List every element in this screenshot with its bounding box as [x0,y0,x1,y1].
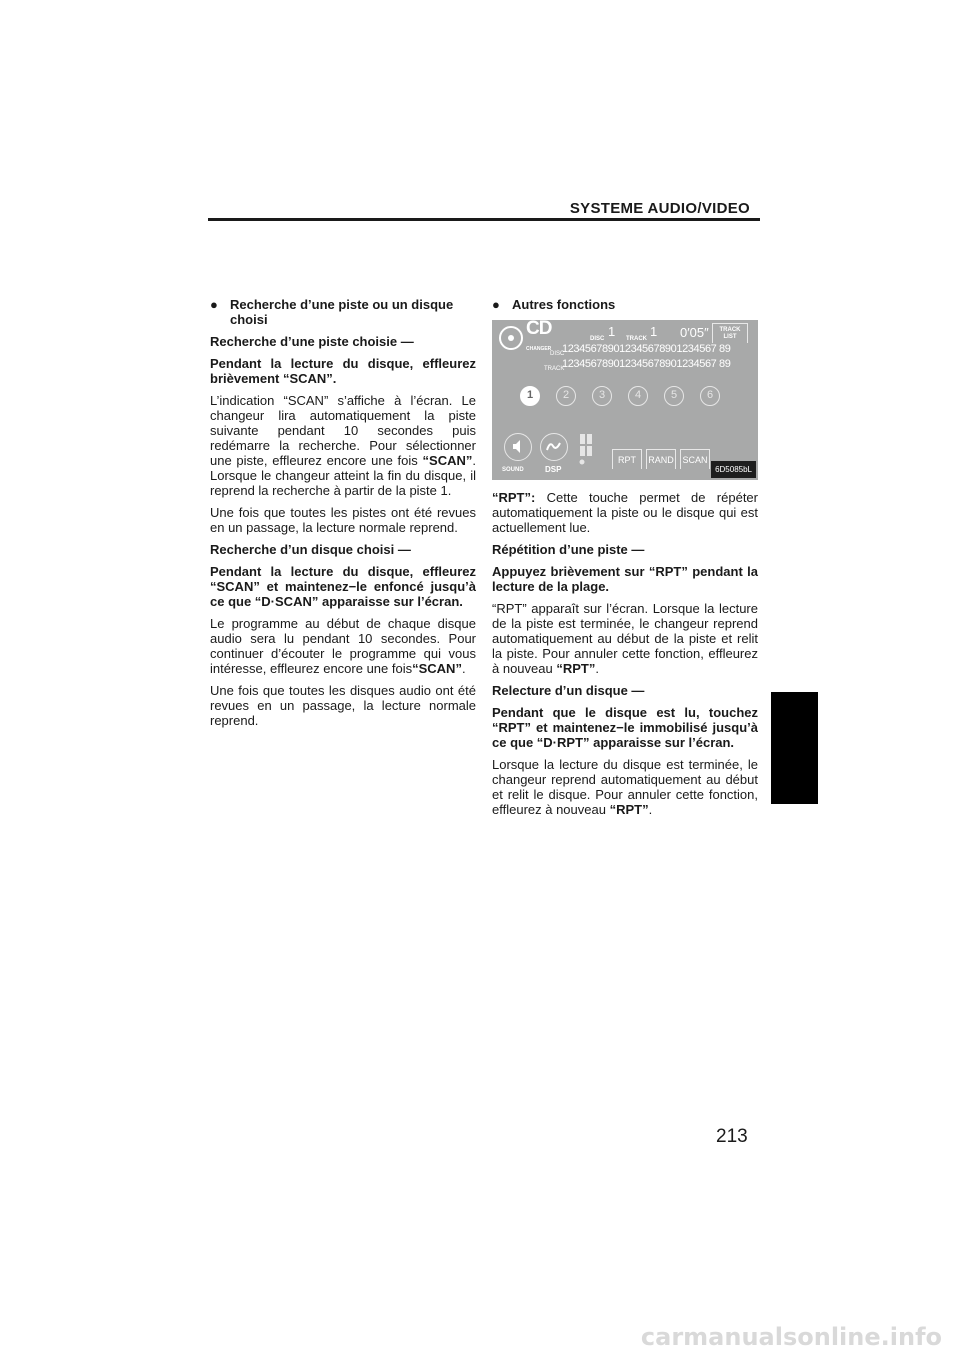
bullet-heading [492,297,758,312]
preset-1-button[interactable]: 1 [520,386,540,406]
track-list-line1: TRACK [719,327,741,333]
track-row-digits: 123456789012345678901234567 89 [562,358,731,370]
keyword: “RPT” [556,661,596,676]
speaker-icon [505,434,530,459]
instruction-disc: Pendant la lecture du disque, effleurez “SCAN” et maintenez−le enfoncé jusqu’à ce que “D·SCAN” apparaisse sur l’écran. [210,564,476,609]
text: Le programme au début de chaque disque audio sera lu pendant 10 secondes. Pour continuer d’écouter le programme qui vous intéresse, effleurez encore une fois [210,616,476,676]
rpt-button[interactable]: RPT [612,449,642,469]
preset-3-button[interactable]: 3 [592,386,612,406]
cd-label: CD [526,320,552,339]
paragraph [210,616,476,676]
subheading-track: Recherche d’une piste choisie — [210,334,414,349]
disc-row-label: DISC [550,351,565,357]
text: . [461,661,466,676]
page-number: 213 [716,1126,748,1147]
text: . Lorsque le changeur atteint la fin du disque, il reprend la recherche à partir de la piste 1. [210,453,476,498]
bullet-mark: ● [210,297,218,312]
paragraph [210,393,476,498]
bullet-mark: ● [492,297,500,312]
image-code: 6D5085bL [711,461,756,478]
preset-4-button[interactable]: 4 [628,386,648,406]
rand-button[interactable]: RAND [646,449,676,469]
paragraph: Une fois que toutes les disques audio ont été revues en un passage, la lecture normale reprend. [210,683,476,728]
right-column [492,297,758,824]
watermark: carmanualsonline.info [640,1323,942,1351]
track-value: 1 [650,324,658,339]
disc-value: 1 [608,324,616,339]
instruction-repeat-track: Appuyez brièvement sur “RPT” pendant la lecture de la plage. [492,564,758,594]
section-title: SYSTEME AUDIO/VIDEO [569,200,750,217]
equalizer-icon [578,432,596,468]
track-list-button[interactable] [712,323,748,343]
disc-row-digits: 123456789012345678901234567 89 [562,343,731,355]
subheading-disc: Recherche d’un disque choisi — [210,542,411,557]
text: . [595,661,599,676]
dsp-icon [541,434,566,459]
keyword: “SCAN” [422,453,473,468]
text: Cette touche permet de répéter automatiquement la piste ou le disque qui est actuellement lue. [492,490,758,535]
sound-button[interactable] [504,433,532,461]
disc-label: DISC [590,336,605,342]
elapsed-time: 0′05″ [680,325,709,340]
subheading-repeat-track: Répétition d’une piste — [492,542,645,557]
keyword: “SCAN” [412,661,462,676]
keyword: “RPT” [609,802,649,817]
header-rule [208,218,760,221]
track-list-line2: LIST [723,334,737,340]
text: Lorsque la lecture du disque est terminée, le changeur reprend automatiquement au début et relit le disque. Pour annuler cette fonction, effleurez à nouveau [492,757,758,817]
bullet-title: Recherche d’une piste ou un disque choisi [230,297,454,327]
paragraph [492,757,758,817]
text: L’indication “SCAN” s’affiche à l’écran. Le changeur lira automatiquement la piste suivante pendant 10 secondes puis redémarre la recherche. Pour sélectionner une piste, effleurez encore une fois [210,393,476,468]
dsp-button[interactable] [540,433,568,461]
term-rpt: “RPT”: [492,490,536,505]
subheading-repeat-disc: Relecture d’un disque — [492,683,645,698]
bullet-title: Autres fonctions [512,297,616,312]
scan-button[interactable]: SCAN [680,449,710,469]
preset-6-button[interactable]: 6 [700,386,720,406]
chapter-tab [771,692,818,804]
instruction-track: Pendant la lecture du disque, effleurez brièvement “SCAN”. [210,356,476,386]
left-column [210,297,476,735]
track-label: TRACK [626,336,647,342]
dsp-label: DSP [545,465,562,474]
sound-label: SOUND [502,467,524,473]
text: “RPT” apparaît sur l’écran. Lorsque la lecture de la piste est terminée, le changeur reprend automatiquement au début de la piste et relit la piste. Pour annuler cette fonction, effleurez à nouveau [492,601,758,676]
instruction-repeat-disc: Pendant que le disque est lu, touchez “RPT” et maintenez−le immobilisé jusqu’à ce que “D·RPT” apparaisse sur l’écran. [492,705,758,750]
paragraph: Une fois que toutes les pistes ont été revues en un passage, la lecture normale reprend. [210,505,476,535]
cd-changer-screen [492,320,758,480]
disc-icon [498,325,524,351]
paragraph [492,490,758,535]
paragraph [492,601,758,676]
track-row-label: TRACK [544,366,565,372]
preset-5-button[interactable]: 5 [664,386,684,406]
changer-label: CHANGER [526,346,552,352]
text: . [648,802,653,817]
preset-2-button[interactable]: 2 [556,386,576,406]
bullet-heading [210,297,476,327]
